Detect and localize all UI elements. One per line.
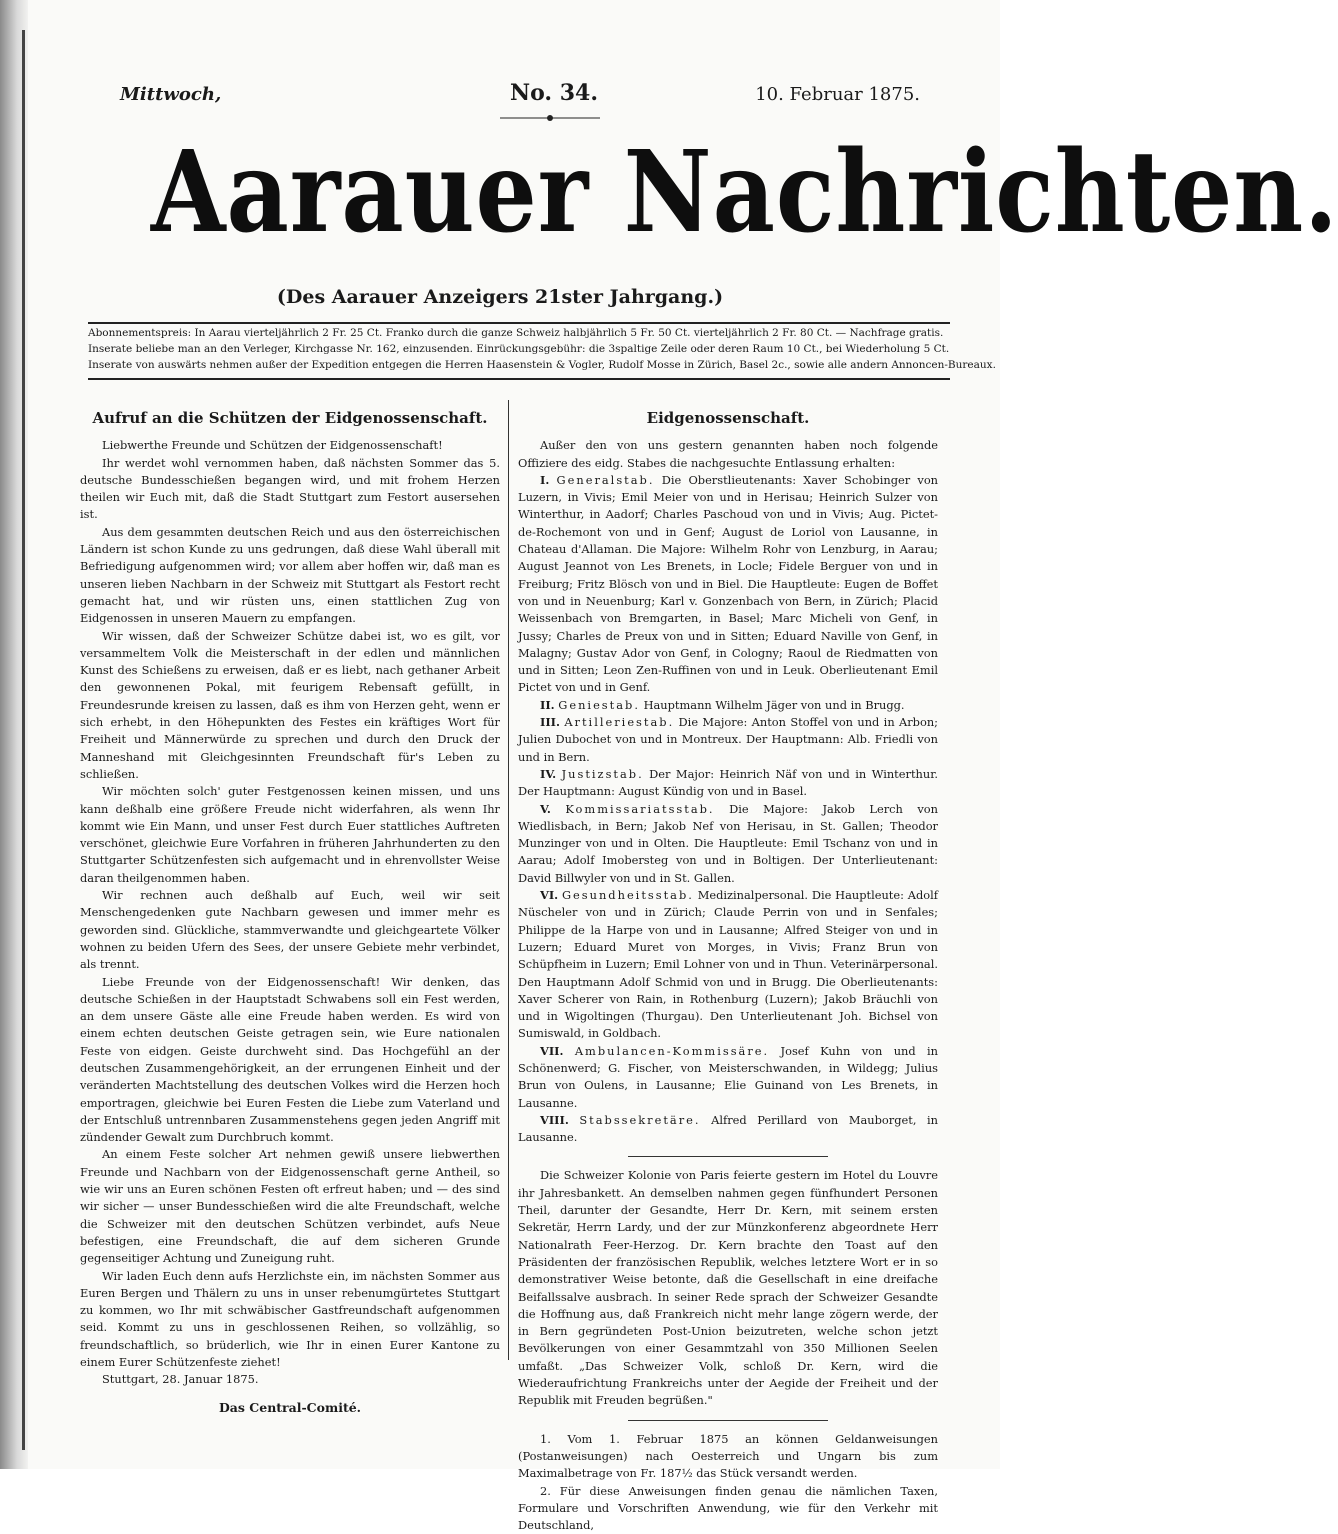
- dateline: [120, 80, 920, 114]
- section-rule: [628, 1420, 828, 1421]
- staff-item: III. Artilleriestab. Die Majore: Anton Stoffel von und in Arbon; Julien Dubochet von und in Montreux. Der Hauptmann: Alb. Friedli von und in Bern.: [518, 715, 939, 764]
- appeal-paragraph: Wir wissen, daß der Schweizer Schütze dabei ist, wo es gilt, vor versammeltem Volk die Meisterschaft in der edlen und männlichen Kunst des Schießens zu erweisen, daß er es liebt, nach gethaner Arbeit den gewonnenen Pokal, mit feurigem Rebensaft gefüllt, in Freundesrunde kreisen zu lassen, daß es ihm von Herzen geht, wenn er sich erhebt, in den Höhepunkten des Festes ein kräftiges Wort für Freiheit und Männerwürde zu sprechen und durch den Druck der Manneshand mit Gleichgesinnten Freundschaft für's Leben zu schließen.: [80, 628, 500, 781]
- appeal-signature: Das Central-Comité.: [218, 1399, 362, 1415]
- issue-date: 10. Februar 1875.: [755, 84, 920, 105]
- newspaper-title: Aarauer Nachrichten.: [150, 127, 1338, 258]
- subscription-info: Abonnementspreis: In Aarau vierteljährlich 2 Fr. 25 Ct. Franko durch die ganze Schweiz halbjährlich 5 Fr. 50 Ct. vierteljährlich 2 Fr. 80 Ct. — Nachfrage gratis.: [88, 327, 944, 339]
- staff-item: I. Generalstab. Die Oberstlieutenants: Xaver Schobinger von Luzern, in Vivis; Emil Meier von und in Herisau; Heinrich Sulzer von Winterthur, in Aadorf; Charles Paschoud von und in Vivis; Aug. Pictet-de-Rochemont von und in Genf; August de Loriol von Lausanne, in Chateau d'Allaman. Die Majore: Wilhelm Rohr von Lenzburg, in Aarau; August Jeannot von Les Brenets, in Locle; Fidele Berguer von und in Freiburg; Fritz Blösch von und in Biel. Die Hauptleute: Eugen de Boffet von und in Neuenburg; Karl v. Gonzenbach von Bern, in Zürich; Placid Weissenbach von Bremgarten, in Basel; Marc Micheli von Genf, in Jussy; Charles de Preux von und in Sitten; Eduard Naville von Genf, in Malagny; Gustav Ador von Genf, in Cologny; Raoul de Riedmatten von und in Sitten; Leon Zen-Ruffinen von und in Leuk. Oberlieutenant Emil Pictet von und in Genf.: [518, 472, 939, 695]
- appeal-paragraph: Wir rechnen auch deßhalb auf Euch, weil wir seit Menschengedenken gute Nachbarn gewesen und immer mehr es geworden sind. Glückliche, stammverwandte und gleichgeartete Völker wohnen zu beiden Ufern des Sees, der unsere Gebiete mehr verbindet, als trennt.: [80, 888, 500, 972]
- staff-item: VIII. Stabssekretäre. Alfred Perillard von Mauborget, in Lausanne.: [518, 1112, 938, 1145]
- federation-intro: Außer den von uns gestern genannten haben noch folgende Offiziere des eidg. Stabes die nachgesuchte Entlassung erhalten:: [518, 438, 938, 470]
- column-divider: [508, 400, 509, 1360]
- appeal-paragraph: Wir laden Euch denn aufs Herzlichste ein, im nächsten Sommer aus Euren Bergen und Thälern zu uns in unser rebenumgürtetes Stuttgart zu kommen, wo Ihr mit schwäbischer Gastfreundschaft aufgenommen seid. Kommt zu uns in geschlossenen Reihen, so vollzählig, so freundschaftlich, so brüderlich, wie Ihr in einen Eurer Kantone zu einem Eurer Schützenfeste ziehet!: [80, 1268, 500, 1370]
- page-binding-line: [22, 30, 25, 1450]
- paris-colony-item: Die Schweizer Kolonie von Paris feierte gestern im Hotel du Louvre ihr Jahresbankett. An demselben nahmen gegen fünfhundert Personen Theil, darunter der Gesandte, Herr Dr. Kern, mit seinem ersten Sekretär, Herrn Lardy, und der zur Münzkonferenz abgeordnete Herr Nationalrath Feer-Herzog. Dr. Kern brachte den Toast auf den Präsidenten der französischen Republik, welches letztere Wort er in so demonstrativer Weise betonte, daß die Gesellschaft in eine dreifache Beifallssalve ausbrach. In seiner Rede sprach der Schweizer Gesandte die Hoffnung aus, daß Frankreich nicht mehr lange zögern werde, der in Bern gegründeten Post-Union beizutreten, welche schon jetzt Bevölkerungen von einer Gesammtzahl von 350 Millionen Seelen umfaßt. „Das Schweizer Volk, schloß Dr. Kern, wird die Wiederaufrichtung Frankreichs unter der Aegide der Freiheit und der Republik mit Freuden begrüßen.": [518, 1168, 938, 1408]
- staff-item: V. Kommissariatsstab. Die Majore: Jakob Lerch von Wiedlisbach, in Bern; Jakob Nef von Herisau, in St. Gallen; Theodor Munzinger von und in Olten. Die Hauptleute: Emil Tschanz von und in Aarau; Adolf Imobersteg von und in Boltigen. Der Unterlieutenant: David Billwyler von und in St. Gallen.: [518, 801, 938, 885]
- appeal-paragraph: Ihr werdet wohl vernommen haben, daß nächsten Sommer das 5. deutsche Bundesschießen begangen wird, und mit frohem Herzen theilen wir Euch mit, daß die Stadt Stuttgart zum Festort ausersehen ist.: [80, 455, 500, 522]
- issue-number: No. 34.: [510, 80, 598, 106]
- section-rule: [628, 1156, 828, 1157]
- staff-item: II. Geniestab. Hauptmann Wilhelm Jäger von und in Brugg.: [540, 697, 905, 712]
- agency-info: Inserate von auswärts nehmen außer der Expedition entgegen die Herren Haasenstein & Vogler, Rudolf Mosse in Zürich, Basel 2c., sowie alle andern Annoncen-Bureaux.: [88, 359, 996, 371]
- appeal-place-date: Stuttgart, 28. Januar 1875.: [102, 1372, 259, 1387]
- appeal-paragraph: Liebe Freunde von der Eidgenossenschaft! Wir denken, das deutsche Schießen in der Hauptstadt Schwabens soll ein Fest werden, an dem unsere Gäste alle eine Freude haben werden. Es wird von einem echten deutschen Geiste getragen sein, wie Eure nationalen Feste von eidgen. Geiste durchweht sind. Das Hochgefühl an der deutschen Zusammengehörigkeit, an der errungenen Einheit und der veränderten Machtstellung des deutschen Volkes wird die Herzen hoch emportragen, gleichwie bei Euren Festen die Liebe zum Vaterland und der Entschluß untrennbaren Zusammenstehens gegen jeden Angriff mit zündender Gewalt zum Durchbruch kommt.: [80, 974, 500, 1145]
- appeal-paragraph: Aus dem gesammten deutschen Reich und aus den österreichischen Ländern ist schon Kunde zu uns gedrungen, daß diese Wahl überall mit Befriedigung aufgenommen wird; vor allem aber hoffen wir, daß man es unseren lieben Nachbarn in der Schweiz mit Stuttgart als Festort recht gemacht hat, und wir rüsten uns, einen stattlichen Zug von Eidgenossen in unseren Mauern zu empfangen.: [80, 524, 500, 626]
- masthead-rule-top: [88, 322, 950, 324]
- postal-item: 1. Vom 1. Februar 1875 an können Geldanweisungen (Postanweisungen) nach Oesterreich und Ungarn bis zum Maximalbetrage von Fr. 187½ das Stück versandt werden.: [518, 1431, 938, 1481]
- masthead-rule-bottom: [88, 378, 950, 380]
- appeal-paragraph: An einem Feste solcher Art nehmen gewiß unsere liebwerthen Freunde und Nachbarn von der Eidgenossenschaft gerne Antheil, so wie wir uns an Euren schönen Festen oft erfreut haben; und — des sind wir sicher — unser Bundesschießen wird die alte Freundschaft, welche die Schweizer mit den deutschen Schützen verbindet, aufs Neue befestigen, eine Freundschaft, die auf dem sicheren Grunde gegenseitiger Achtung und Zuneigung ruht.: [80, 1147, 500, 1266]
- federation-headline: Eidgenossenschaft.: [646, 409, 810, 427]
- advertising-info: Inserate beliebe man an den Verleger, Kirchgasse Nr. 162, einzusenden. Einrückungsgebühr: die 3spaltige Zeile oder deren Raum 10 Ct., bei Wiederholung 5 Ct.: [88, 343, 950, 355]
- right-column: [518, 410, 938, 1534]
- weekday: Mittwoch,: [120, 84, 222, 105]
- appeal-paragraph: Liebwerthe Freunde und Schützen der Eidgenossenschaft!: [102, 438, 443, 453]
- left-column: [80, 410, 500, 1416]
- newspaper-subtitle: (Des Aarauer Anzeigers 21ster Jahrgang.): [276, 286, 724, 308]
- staff-item: IV. Justizstab. Der Major: Heinrich Näf von und in Winterthur. Der Hauptmann: August Kündig von und in Basel.: [518, 766, 939, 799]
- staff-item: VI. Gesundheitsstab. Medizinalpersonal. Die Hauptleute: Adolf Nüscheler von und in Zürich; Claude Perrin von und in Senfales; Philippe de la Harpe von und in Lausanne; Alfred Steiger von und in Luzern; Eduard Muret von Morges, in Vivis; Franz Brun von Schüpfheim in Luzern; Emil Lohner von und in Thun. Veterinärpersonal. Den Hauptmann Adolf Schmid von und in Brugg. Die Oberlieutenants: Xaver Scherer von Rain, in Rothenburg (Luzern); Jakob Bräuchli von und in Wigoltingen (Thurgau). Den Unterlieutenant Joh. Bichsel von Sumiswald, in Goldbach.: [518, 888, 938, 1041]
- postal-item: 2. Für diese Anweisungen finden genau die nämlichen Taxen, Formulare und Vorschriften Anwendung, wie für den Verkehr mit Deutschland,: [518, 1483, 938, 1533]
- appeal-paragraph: Wir möchten solch' guter Festgenossen keinen missen, und uns kann deßhalb eine größere Freude nicht widerfahren, als wenn Ihr kommt wie Ein Mann, und unser Fest durch Euer stattliches Auftreten verschönet, gleichwie Eure Vorfahren in früheren Jahrhunderten zu den Stuttgarter Schützenfesten sich aufgemacht und in ehrenvollster Weise daran theilgenommen haben.: [80, 784, 500, 885]
- appeal-headline: Aufruf an die Schützen der Eidgenossenschaft.: [92, 409, 488, 427]
- staff-item: VII. Ambulancen-Kommissäre. Josef Kuhn von und in Schönenwerd; G. Fischer, von Meisterschwanden, in Wildegg; Julius Brun von Oulens, in Lausanne; Elie Guinand von Les Brenets, in Lausanne.: [518, 1043, 938, 1110]
